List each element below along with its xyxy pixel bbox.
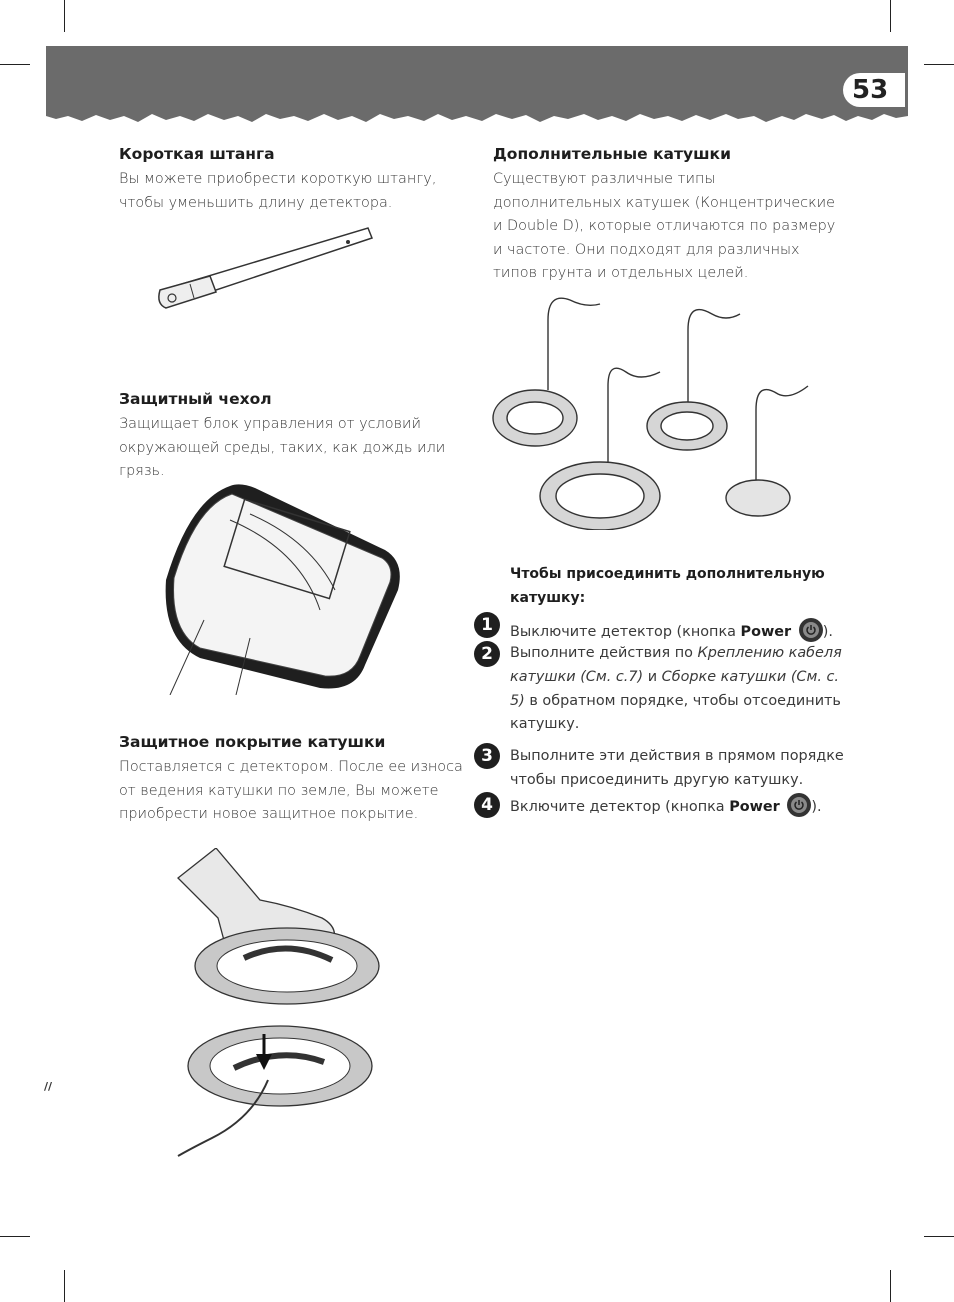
cover-body: Защищает блок управления от условий окружающей среды, таких, как дождь или грязь. <box>119 416 446 480</box>
skid-plate-illustration <box>172 848 387 1158</box>
protective-cover-illustration <box>160 480 405 695</box>
page-number: 53 <box>843 73 905 107</box>
step-1-text: Выключите детектор (кнопка Power ). <box>510 618 855 645</box>
short-shaft-body: Вы можете приобрести короткую штангу, чтобы уменьшить длину детектора. <box>119 171 437 211</box>
crop-mark <box>0 1236 30 1237</box>
short-shaft-illustration <box>150 220 380 315</box>
crop-mark <box>890 0 891 32</box>
step-3-text: Выполните эти действия в прямом порядке чтобы присоединить другую катушку. <box>510 748 844 788</box>
crop-mark <box>924 1236 954 1237</box>
step-4-text: Включите детектор (кнопка Power ). <box>510 793 855 820</box>
step-number: 3 <box>474 743 500 769</box>
crop-mark <box>890 1270 891 1302</box>
coils-illustration <box>490 290 815 530</box>
header-band <box>46 46 908 124</box>
power-icon <box>799 618 823 642</box>
skid-plate-body: Поставляется с детектором. После ее износа от ведения катушки по земле, Вы можете приобрести новое защитное покрытие. <box>119 759 463 823</box>
side-mark: // <box>44 1080 53 1093</box>
step-number: 2 <box>474 641 500 667</box>
crop-mark <box>64 0 65 32</box>
crop-mark <box>0 64 30 65</box>
power-icon <box>787 793 811 817</box>
coils-title: Дополнительные катушки <box>493 145 731 163</box>
crop-mark <box>924 64 954 65</box>
short-shaft-title: Короткая штанга <box>119 145 275 163</box>
coils-body: Существуют различные типы дополнительных катушек (Концентрические и Double D), которые отличаются по размеру и частоте. Они подходят для различных типов грунта и отдельных целей. <box>493 171 836 282</box>
step-number: 1 <box>474 612 500 638</box>
skid-plate-title: Защитное покрытие катушки <box>119 733 386 751</box>
cover-title: Защитный чехол <box>119 390 272 408</box>
instructions-heading: Чтобы присоединить дополнительную катушку: <box>510 566 825 606</box>
crop-mark <box>64 1270 65 1302</box>
step-2-text: Выполните действия по Креплению кабеля катушки (См. с.7) и Сборке катушки (См. с. 5) в обратном порядке, чтобы отсоединить катушку. <box>510 645 842 733</box>
step-number: 4 <box>474 792 500 818</box>
